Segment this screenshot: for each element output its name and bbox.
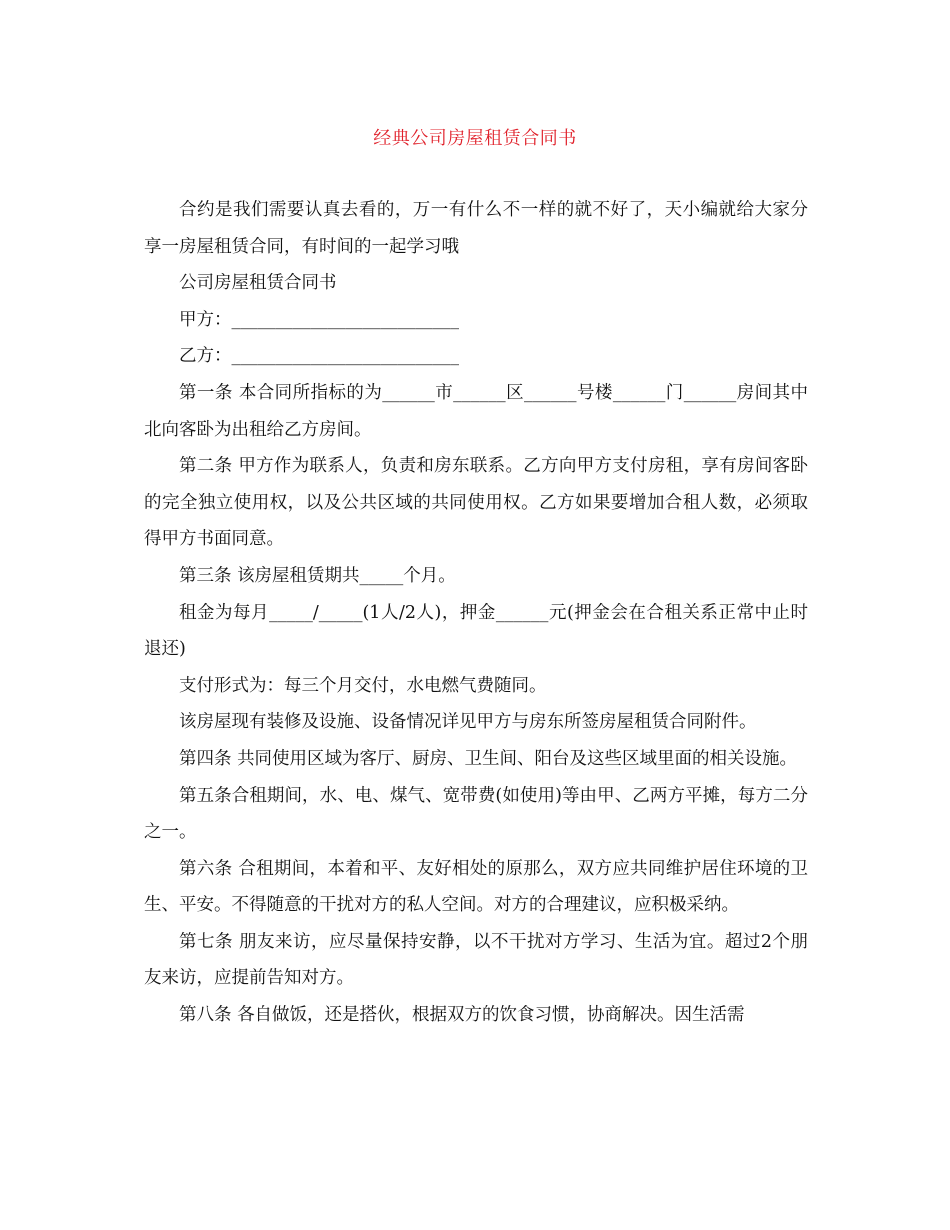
paragraph-contract-heading: 公司房屋租赁合同书 — [179, 273, 337, 294]
paragraph-intro: 合约是我们需要认真去看的，万一有什么不一样的就不好了，天小编就给大家分享一房屋租赁合同，有时间的一起学习哦 — [144, 200, 808, 257]
paragraph-article-7: 第七条 朋友来访，应尽量保持安静，以不干扰对方学习、生活为宜。超过2个朋友来访，应提前告知对方。 — [144, 931, 808, 989]
paragraph-article-4: 第四条 共同使用区域为客厅、厨房、卫生间、阳台及这些区域里面的相关设施。 — [179, 748, 798, 769]
paragraph-party-a: 甲方：__________________________ — [179, 309, 459, 330]
paragraph-payment: 支付形式为：每三个月交付，水电燃气费随同。 — [179, 675, 547, 696]
paragraph-article-2: 第二条 甲方作为联系人，负责和房东联系。乙方向甲方支付房租，享有房间客卧的完全独立使用权，以及公共区域的共同使用权。乙方如果要增加合租人数，必须取得甲方书面同意。 — [144, 456, 808, 550]
document-title: 经典公司房屋租赁合同书 — [373, 128, 577, 149]
paragraph-article-5: 第五条合租期间，水、电、煤气、宽带费(如使用)等由甲、乙两方平摊，每方二分之一。 — [144, 785, 808, 843]
paragraph-article-6: 第六条 合租期间，本着和平、友好相处的原那么，双方应共同维护居住环境的卫生、平安。不得随意的干扰对方的私人空间。对方的合理建议，应积极采纳。 — [144, 858, 808, 916]
paragraph-rent: 租金为每月_____/_____(1人/2人)，押金______元(押金会在合租关系正常中止时退还) — [144, 602, 808, 660]
paragraph-facilities: 该房屋现有装修及设施、设备情况详见甲方与房东所签房屋租赁合同附件。 — [179, 712, 757, 733]
document-body — [144, 192, 808, 1034]
paragraph-article-1: 第一条 本合同所指标的为______市______区______号楼______门______房间其中北向客卧为出租给乙方房间。 — [144, 382, 808, 440]
paragraph-party-b: 乙方：__________________________ — [179, 346, 459, 367]
paragraph-article-3: 第三条 该房屋租赁期共_____个月。 — [179, 565, 456, 586]
paragraph-article-8: 第八条 各自做饭，还是搭伙，根据双方的饮食习惯，协商解决。因生活需 — [179, 1005, 745, 1026]
